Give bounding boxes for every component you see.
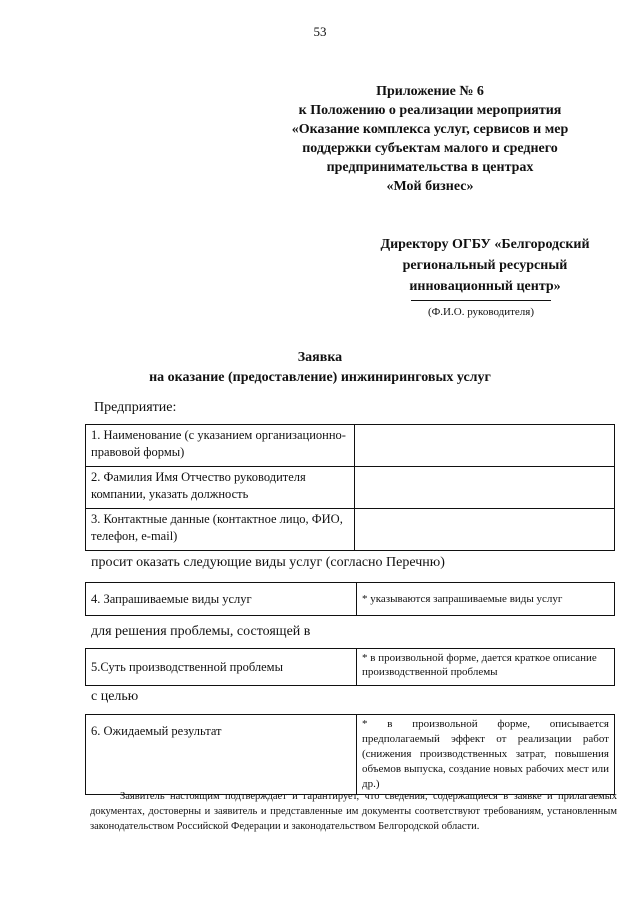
appendix-line: Приложение № 6 bbox=[376, 84, 484, 99]
contact-data-field[interactable] bbox=[355, 509, 615, 551]
appendix-line: к Положению о реализации мероприятия bbox=[298, 103, 562, 118]
addressee-line: региональный ресурсный bbox=[402, 258, 568, 273]
director-name-field[interactable] bbox=[355, 467, 615, 509]
document-title bbox=[0, 348, 640, 388]
table-row bbox=[86, 509, 615, 551]
company-name-field[interactable] bbox=[355, 425, 615, 467]
table-row bbox=[86, 715, 615, 795]
title-line-1: Заявка bbox=[297, 350, 343, 365]
table-row bbox=[86, 467, 615, 509]
company-name-label: 1. Наименование (с указанием организационно-правовой формы) bbox=[86, 425, 355, 467]
contact-data-label: 3. Контактные данные (контактное лицо, ФИО, телефон, e-mail) bbox=[86, 509, 355, 551]
table-row bbox=[86, 649, 615, 686]
addressee-line: инновационный центр» bbox=[409, 279, 561, 294]
problem-label: 5.Суть производственной проблемы bbox=[86, 649, 357, 686]
title-line-2: на оказание (предоставление) инжиниринговых услуг bbox=[149, 370, 491, 385]
request-text: просит оказать следующие виды услуг (согласно Перечню) bbox=[91, 555, 445, 570]
page-number: 53 bbox=[313, 24, 327, 39]
problem-field[interactable]: * в произвольной форме, дается краткое описание производственной проблемы bbox=[357, 649, 615, 686]
table-row bbox=[86, 583, 615, 616]
services-table bbox=[85, 582, 615, 616]
appendix-line: поддержки субъектам малого и среднего bbox=[302, 141, 558, 156]
appendix-line: «Мой бизнес» bbox=[386, 179, 474, 194]
applicant-statement: Заявитель настоящим подтверждает и гарантирует, что сведения, содержащиеся в заявке и прилагаемых документах, достоверны и заявитель и представленные им документы соответствуют требованиям, установленным законодательством Российской Федерации и законодательством Белгородской области. bbox=[90, 791, 617, 832]
problem-text: для решения проблемы, состоящей в bbox=[91, 624, 311, 639]
table-row bbox=[86, 425, 615, 467]
result-table bbox=[85, 714, 615, 795]
result-field[interactable]: * в произвольной форме, описывается предполагаемый эффект от реализации работ (снижения производственных затрат, повышения объемов выпуска, создание новых рабочих мест или др.) bbox=[357, 715, 615, 795]
appendix-heading bbox=[230, 82, 630, 196]
appendix-line: «Оказание комплекса услуг, сервисов и мер bbox=[291, 122, 569, 137]
services-field[interactable]: * указываются запрашиваемые виды услуг bbox=[357, 583, 615, 616]
addressee-block bbox=[330, 234, 640, 297]
company-info-table bbox=[85, 424, 615, 551]
goal-text: с целью bbox=[91, 689, 139, 704]
services-label: 4. Запрашиваемые виды услуг bbox=[86, 583, 357, 616]
enterprise-label: Предприятие: bbox=[94, 400, 177, 415]
signature-caption: (Ф.И.О. руководителя) bbox=[427, 306, 535, 318]
signature-line bbox=[411, 300, 551, 301]
problem-table bbox=[85, 648, 615, 686]
appendix-line: предпринимательства в центрах bbox=[326, 160, 534, 175]
result-label: 6. Ожидаемый результат bbox=[86, 715, 357, 795]
director-name-label: 2. Фамилия Имя Отчество руководителя компании, указать должность bbox=[86, 467, 355, 509]
addressee-line: Директору ОГБУ «Белгородский bbox=[380, 237, 590, 252]
